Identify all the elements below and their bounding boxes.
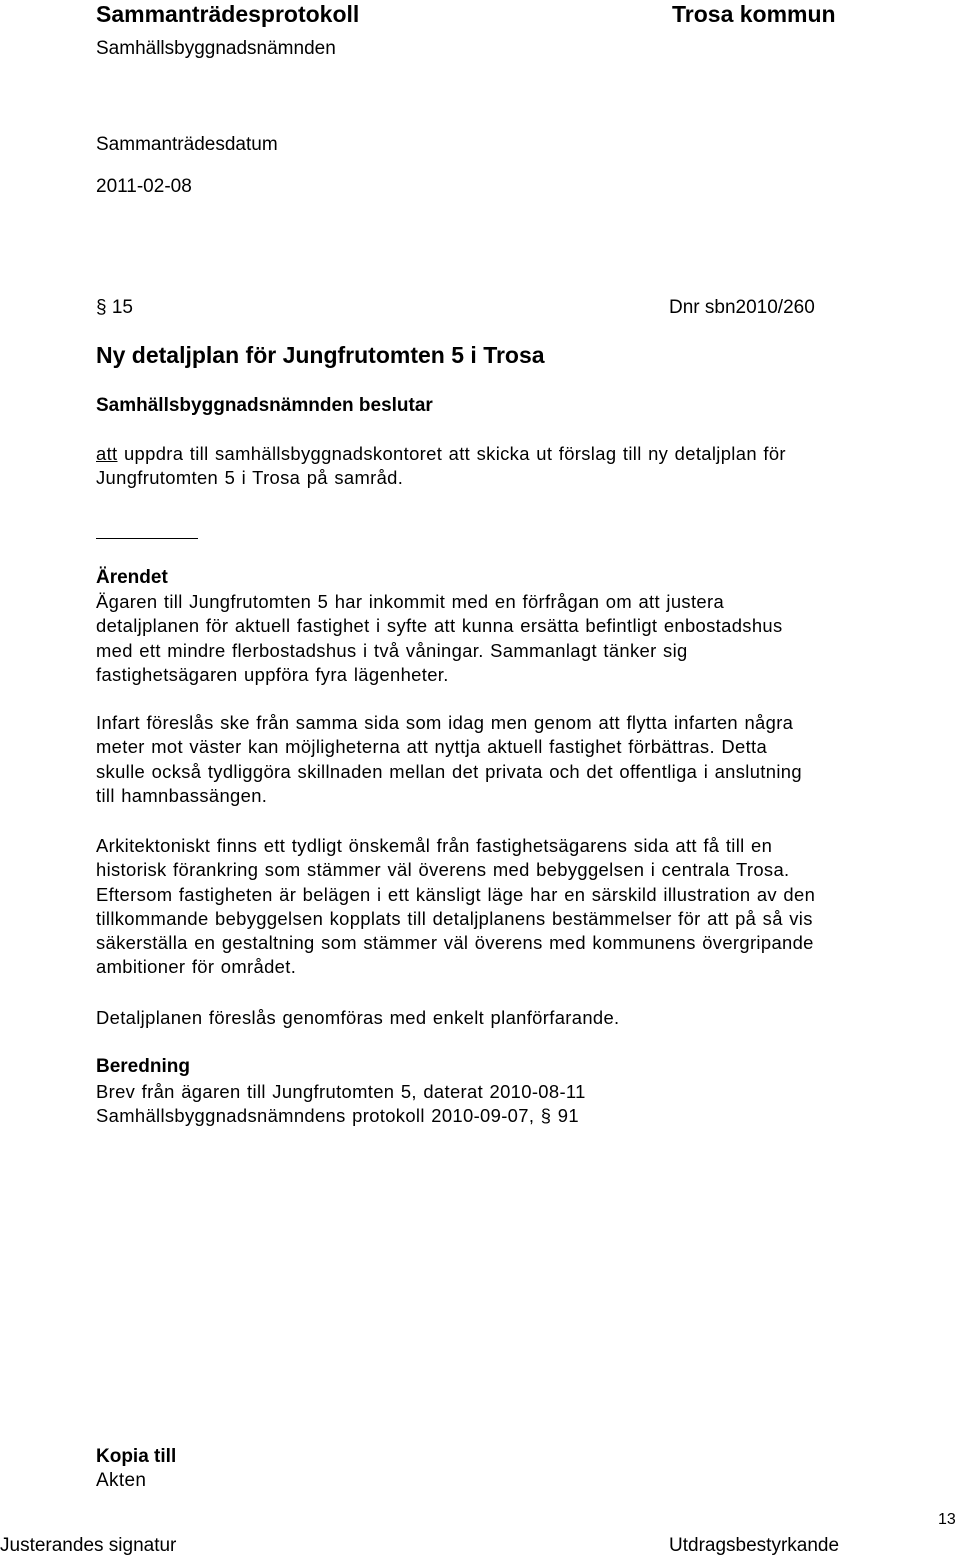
document-type-title: Sammanträdesprotokoll — [96, 1, 360, 27]
arendet-paragraph-1: Ägaren till Jungfrutomten 5 har inkommit med en förfrågan om att justera detaljplanen för aktuell fastighet i syfte att kunna ersätta befintligt enbostadshus med ett mindre flerbostadshus i två våningar. Sammanlagt tänker sig fastighetsägaren uppföra fyra lägenheter. — [96, 591, 783, 685]
department-name: Samhällsbyggnadsnämnden — [96, 38, 336, 59]
paragraph-number: § 15 — [96, 297, 133, 318]
page-number: 13 — [938, 1511, 956, 1528]
signature-label: Justerandes signatur — [0, 1535, 177, 1556]
meeting-date-label: Sammanträdesdatum — [96, 134, 278, 155]
organization-name: Trosa kommun — [672, 1, 836, 27]
beredning-line-2: Samhällsbyggnadsnämndens protokoll 2010-09-07, § 91 — [96, 1105, 579, 1126]
copy-to-recipient: Akten — [96, 1470, 147, 1491]
diary-number: Dnr sbn2010/260 — [669, 297, 815, 318]
arendet-heading: Ärendet — [96, 567, 168, 588]
item-title: Ny detaljplan för Jungfrutomten 5 i Trosa — [96, 342, 545, 368]
arendet-paragraph-2: Infart föreslås ske från samma sida som idag men genom att flytta infarten några meter mot väster kan möjligheterna att nyttja aktuell fastighet förbättras. Detta skulle också tydliggöra skillnaden mellan det privata och det offentliga i anslutning till hamnbassängen. — [96, 712, 802, 806]
beredning-heading: Beredning — [96, 1056, 190, 1077]
decision-heading: Samhällsbyggnadsnämnden beslutar — [96, 395, 433, 416]
certification-label: Utdragsbestyrkande — [669, 1535, 840, 1556]
arendet-paragraph-4: Detaljplanen föreslås genomföras med enkelt planförfarande. — [96, 1007, 620, 1028]
arendet-paragraph-3: Arkitektoniskt finns ett tydligt önskemål från fastighetsägarens sida att få till en historisk förankring som stämmer väl överens med bebyggelsen i centrala Trosa. Eftersom fastigheten är belägen i ett känsligt läge har en särskild illustration av den tillkommande bebyggelsen kopplats till detaljplanens bestämmelser för att på så vis säkerställa en gestaltning som stämmer väl överens med kommunens övergripande ambitioner för området. — [96, 835, 816, 978]
section-divider — [96, 538, 198, 539]
beredning-line-1: Brev från ägaren till Jungfrutomten 5, daterat 2010-08-11 — [96, 1081, 586, 1102]
decision-body: uppdra till samhällsbyggnadskontoret att skicka ut förslag till ny detaljplan för Jungfrutomten 5 i Trosa på samråd. — [96, 443, 786, 489]
decision-att-word: att — [96, 443, 118, 464]
copy-to-heading: Kopia till — [96, 1446, 177, 1467]
decision-text — [96, 442, 944, 491]
meeting-date: 2011-02-08 — [96, 176, 192, 197]
